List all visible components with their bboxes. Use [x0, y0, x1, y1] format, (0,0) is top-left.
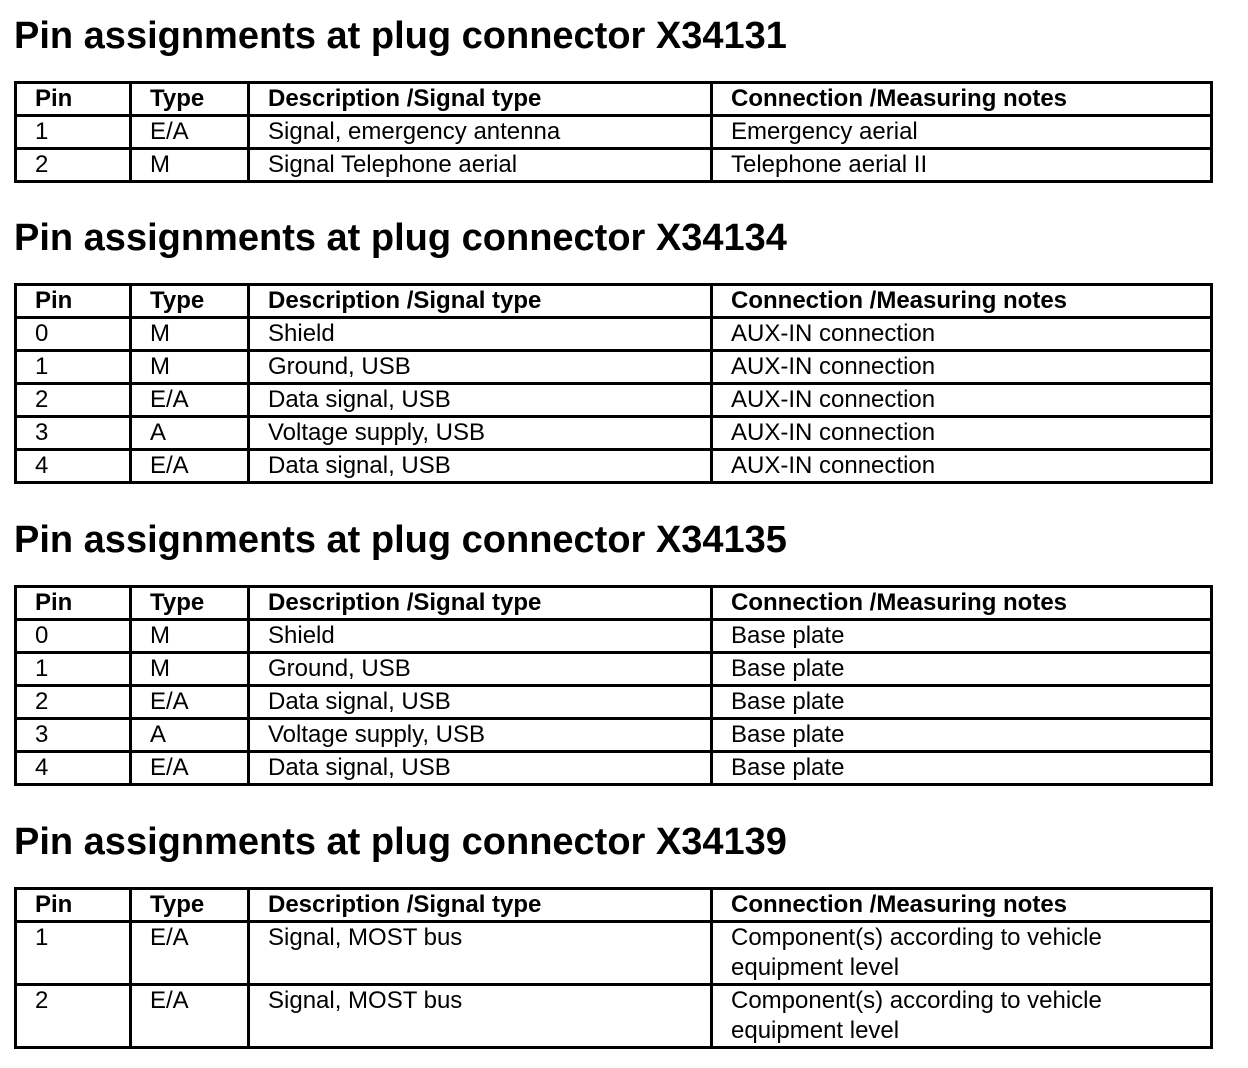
table-row	[16, 116, 1212, 149]
col-header-connection: Connection /Measuring notes	[712, 83, 1212, 116]
cell-description: Voltage supply, USB	[249, 417, 712, 450]
cell-type: M	[131, 318, 249, 351]
pin-table	[14, 585, 1213, 786]
cell-type: E/A	[131, 686, 249, 719]
col-header-description: Description /Signal type	[249, 587, 712, 620]
col-header-description: Description /Signal type	[249, 83, 712, 116]
col-header-connection: Connection /Measuring notes	[712, 889, 1212, 922]
col-header-pin: Pin	[16, 889, 131, 922]
cell-description: Signal, MOST bus	[249, 985, 712, 1048]
table-row	[16, 351, 1212, 384]
cell-connection: Base plate	[712, 653, 1212, 686]
cell-connection: Emergency aerial	[712, 116, 1212, 149]
section-x34134	[14, 216, 1210, 479]
table-row	[16, 620, 1212, 653]
cell-type: M	[131, 149, 249, 182]
cell-pin: 2	[16, 149, 131, 182]
table-row	[16, 719, 1212, 752]
cell-pin: 3	[16, 719, 131, 752]
cell-connection: Component(s) according to vehicle equipment level	[712, 985, 1212, 1048]
table-row	[16, 653, 1212, 686]
cell-type: E/A	[131, 922, 249, 985]
cell-type: A	[131, 417, 249, 450]
table-row	[16, 149, 1212, 182]
section-x34139	[14, 820, 1210, 1044]
header-row	[16, 83, 1212, 116]
col-header-connection: Connection /Measuring notes	[712, 285, 1212, 318]
pin-table	[14, 283, 1213, 484]
col-header-type: Type	[131, 889, 249, 922]
cell-connection: Base plate	[712, 752, 1212, 785]
cell-pin: 1	[16, 922, 131, 985]
cell-pin: 4	[16, 752, 131, 785]
cell-type: E/A	[131, 450, 249, 483]
cell-type: M	[131, 653, 249, 686]
cell-connection: AUX-IN connection	[712, 318, 1212, 351]
header-row	[16, 889, 1212, 922]
pin-table	[14, 81, 1213, 183]
cell-description: Ground, USB	[249, 351, 712, 384]
pin-table	[14, 887, 1213, 1049]
cell-description: Data signal, USB	[249, 686, 712, 719]
col-header-type: Type	[131, 285, 249, 318]
cell-type: M	[131, 620, 249, 653]
cell-connection: Component(s) according to vehicle equipment level	[712, 922, 1212, 985]
cell-pin: 0	[16, 318, 131, 351]
cell-description: Ground, USB	[249, 653, 712, 686]
cell-description: Data signal, USB	[249, 752, 712, 785]
cell-pin: 4	[16, 450, 131, 483]
table-row	[16, 686, 1212, 719]
cell-description: Shield	[249, 620, 712, 653]
cell-description: Data signal, USB	[249, 384, 712, 417]
cell-connection: AUX-IN connection	[712, 450, 1212, 483]
table-row	[16, 922, 1212, 985]
cell-type: E/A	[131, 116, 249, 149]
cell-type: A	[131, 719, 249, 752]
table-row	[16, 417, 1212, 450]
cell-pin: 2	[16, 686, 131, 719]
col-header-description: Description /Signal type	[249, 889, 712, 922]
table-row	[16, 985, 1212, 1048]
col-header-pin: Pin	[16, 285, 131, 318]
table-row	[16, 752, 1212, 785]
cell-type: E/A	[131, 384, 249, 417]
cell-pin: 0	[16, 620, 131, 653]
col-header-type: Type	[131, 587, 249, 620]
header-row	[16, 587, 1212, 620]
cell-pin: 2	[16, 985, 131, 1048]
cell-description: Data signal, USB	[249, 450, 712, 483]
col-header-type: Type	[131, 83, 249, 116]
section-title: Pin assignments at plug connector X34139	[14, 821, 787, 863]
col-header-connection: Connection /Measuring notes	[712, 587, 1212, 620]
cell-description: Signal Telephone aerial	[249, 149, 712, 182]
table-row	[16, 450, 1212, 483]
header-row	[16, 285, 1212, 318]
section-title: Pin assignments at plug connector X34134	[14, 217, 787, 259]
section-x34135	[14, 518, 1210, 781]
section-x34131	[14, 14, 1210, 178]
table-row	[16, 384, 1212, 417]
cell-type: M	[131, 351, 249, 384]
cell-pin: 1	[16, 351, 131, 384]
cell-type: E/A	[131, 985, 249, 1048]
col-header-pin: Pin	[16, 83, 131, 116]
cell-connection: Telephone aerial II	[712, 149, 1212, 182]
cell-pin: 3	[16, 417, 131, 450]
cell-pin: 1	[16, 653, 131, 686]
cell-connection: Base plate	[712, 686, 1212, 719]
cell-connection: AUX-IN connection	[712, 351, 1212, 384]
section-title: Pin assignments at plug connector X34131	[14, 15, 787, 57]
cell-description: Signal, MOST bus	[249, 922, 712, 985]
cell-type: E/A	[131, 752, 249, 785]
cell-pin: 1	[16, 116, 131, 149]
cell-connection: AUX-IN connection	[712, 417, 1212, 450]
table-row	[16, 318, 1212, 351]
cell-description: Signal, emergency antenna	[249, 116, 712, 149]
cell-description: Shield	[249, 318, 712, 351]
section-title: Pin assignments at plug connector X34135	[14, 519, 787, 561]
cell-connection: Base plate	[712, 620, 1212, 653]
col-header-description: Description /Signal type	[249, 285, 712, 318]
cell-connection: AUX-IN connection	[712, 384, 1212, 417]
cell-connection: Base plate	[712, 719, 1212, 752]
cell-pin: 2	[16, 384, 131, 417]
cell-description: Voltage supply, USB	[249, 719, 712, 752]
col-header-pin: Pin	[16, 587, 131, 620]
